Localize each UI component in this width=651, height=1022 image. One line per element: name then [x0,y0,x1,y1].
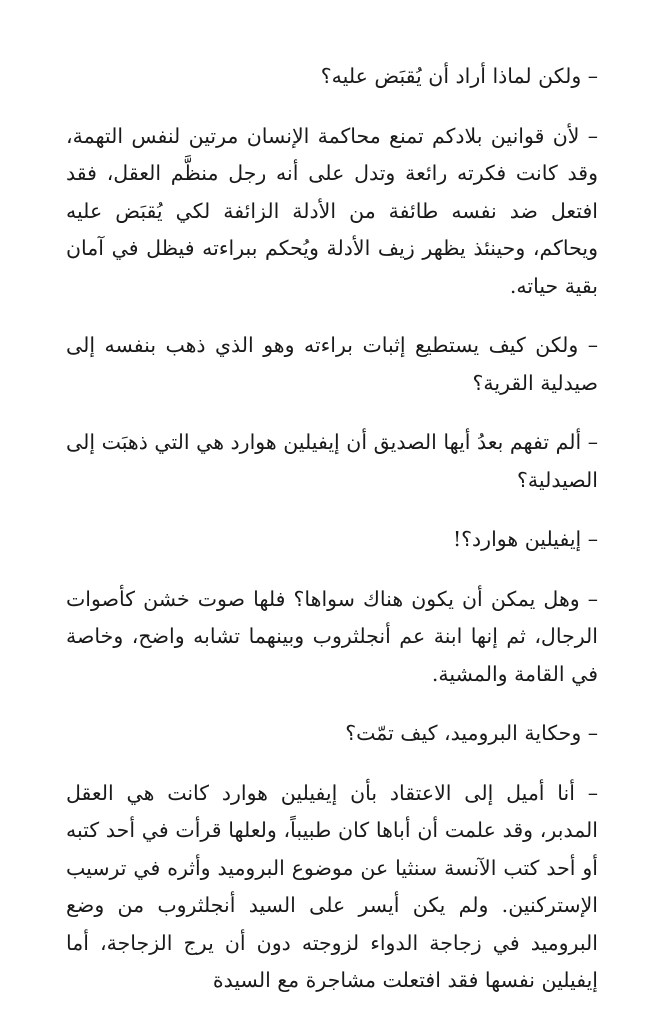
paragraph-3: – ولكن كيف يستطيع إثبات براءته وهو الذي ذهب بنفسه إلى صيدلية القرية؟ [66,333,598,395]
paragraph-6: – وهل يمكن أن يكون هناك سواها؟ فلها صوت خشن كأصوات الرجال، ثم إنها ابنة عم أنجلثروب وبينهما تشابه واضح، وخاصة في القامة والمشية. [66,586,598,686]
paragraph-1: – ولكن لماذا أراد أن يُقبَض عليه؟ [320,64,598,88]
paragraph-4: – ألم تفهم بعدُ أيها الصديق أن إيفيلين هوارد هي التي ذهبَت إلى الصيدلية؟ [66,430,598,492]
paragraph-2: – لأن قوانين بلادكم تمنع محاكمة الإنسان مرتين لنفس التهمة، وقد كانت فكرته رائعة وتدل على أنه رجل منظَّم العقل، فقد افتعل ضد نفسه طائفة من الأدلة الزائفة لكي يُقبَض عليه ويحاكم، وحينئذ يظهر زيف الأدلة ويُحكم ببراءته فيظل في آمان بقية حياته. [66,123,598,298]
paragraph-7: – وحكاية البروميد، كيف تمّت؟ [345,721,598,745]
paragraph-5: – إيفيلين هوارد؟! [452,527,598,551]
paragraph-8: – أنا أميل إلى الاعتقاد بأن إيفيلين هوارد كانت هي العقل المدبر، وقد علمت أن أباها كان طبيباً، ولعلها قرأت في أحد كتبه أو أحد كتب الآنسة سنثيا عن موضوع البروميد وأثره في ترسيب الإستركنين. ولم يكن أيسر على السيد أنجلثروب من وضع البروميد في زجاجة الدواء لزوجته دون أن يرج الزجاجة، أما إيفيلين نفسها فقد افتعلت مشاجرة مع السيدة [66,780,598,992]
book-page [66,58,598,1022]
